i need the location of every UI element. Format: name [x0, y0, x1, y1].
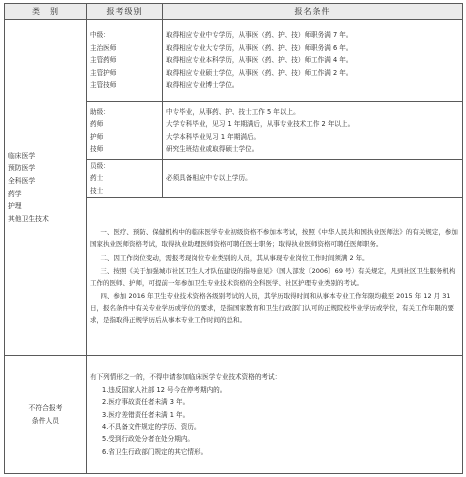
- condition-item: 取得相应专业博士学位。: [166, 81, 239, 90]
- header-row: [5, 4, 463, 20]
- level-item: 主管护师: [90, 68, 117, 77]
- condition-item: 大学专科毕业，见习 1 年期满后，从事专业技术工作 2 年以上。: [166, 120, 355, 129]
- document-page: [4, 3, 462, 474]
- category-header: 类 别: [5, 4, 87, 20]
- level-item: 药士: [90, 174, 104, 183]
- note-paragraph: 四、参加 2016 年卫生专业技术资格各级别考试的人员，其学历取得时间和从事本专业工作年限均截至 2015 年 12 月 31 日，报名条件中有关专业学历或学位的要求，是指国家教育和卫生行政部门认可的正规院校毕业学历或学位，有关工作年限的要求，是指取得正规学历后从事本专业工作时间的总和。: [90, 292, 454, 324]
- ineligible-category: [5, 356, 87, 474]
- level-item: 中级：: [90, 31, 110, 40]
- note-paragraph: 一、医疗、预防、保健机构中的临床医学专业初级资格不参加本考试，按照《中华人民共和国执业医师法》的有关规定，参加国家执业医师资格考试，取得执业助理医师资格可聘任医士职务；取得执业医师资格可聘任医师职务。: [90, 228, 458, 248]
- level-item: 技师: [90, 144, 104, 153]
- level-item: 技士: [90, 186, 104, 195]
- condition-item: 取得相应专业本科学历，从事医（药、护、技）师工作满 4 年。: [166, 56, 353, 65]
- level-item: 员级：: [90, 162, 110, 170]
- eligibility-table: [4, 3, 463, 474]
- level-header: 报考级别: [87, 4, 163, 20]
- ineligible-item: 2.医疗事故责任者未满 3 年。: [102, 398, 190, 407]
- condition-item: 取得相应专业硕士学位，从事医（药、护、技）师工作满 2 年。: [166, 68, 353, 77]
- category-line: 临床医学: [8, 151, 36, 160]
- category-line: 不符合报考: [28, 403, 63, 412]
- ineligible-item: 5.受到行政处分者在处分期内。: [102, 435, 195, 444]
- condition-item: 取得相应专业中专学历，从事医（药、护、技）师职务满 7 年。: [166, 31, 353, 40]
- entry-conditions: [163, 160, 463, 198]
- category-line: 其他卫生技术: [8, 214, 49, 223]
- conditions-header: 报名条件: [163, 4, 463, 20]
- condition-item: 中专毕业，从事药、护、技士工作 5 年以上。: [166, 107, 300, 116]
- ineligible-item: 4.不具备文件规定的学历、资历。: [102, 422, 201, 431]
- level-item: 助级：: [90, 107, 110, 116]
- ineligible-item: 1.违反国家人社部 12 号今在停考期内的。: [102, 385, 227, 394]
- note-paragraph: 二、因工作岗位变动，需报考现岗位专业类别的人员，其从事现专业岗位工作时间须满 2 年。: [100, 253, 369, 262]
- category-line: 护理: [8, 202, 22, 211]
- entry-levels: [87, 160, 163, 198]
- category-line: 全科医学: [8, 177, 36, 186]
- ineligible-intro: 有下列情形之一的，不得申请参加临床医学专业技术资格的考试：: [90, 373, 282, 382]
- junior-levels: [87, 102, 163, 160]
- category-line: 药学: [8, 189, 22, 198]
- level-item: 护师: [90, 132, 104, 141]
- ineligible-list: [87, 356, 463, 474]
- junior-conditions: [163, 102, 463, 160]
- ineligible-row: [5, 356, 463, 474]
- notes-cell: [87, 198, 463, 356]
- level-item: 主治医师: [90, 43, 117, 52]
- clinical-category: [5, 20, 87, 356]
- note-paragraph: 三、按照《关于加强城市社区卫生人才队伍建设的指导意见》（国人部发〔2006〕69 号）有关规定，凡到社区卫生服务机构工作的医师、护师，可提前一年参加卫生专业技术资格的全科医学、社区护理专业类别的考试。: [90, 267, 456, 287]
- condition-item: 大学本科毕业见习 1 年期满后。: [166, 132, 261, 141]
- level-item: 药师: [90, 120, 104, 129]
- level-item: 主管药师: [90, 56, 117, 65]
- ineligible-item: 6.省卫生行政部门规定的其它情形。: [102, 447, 208, 456]
- level-item: 主管技师: [90, 81, 117, 90]
- category-line: 预防医学: [8, 164, 36, 173]
- ineligible-item: 3.医疗差错责任者未满 1 年。: [102, 410, 190, 419]
- condition-item: 取得相应专业大专学历，从事医（药、护、技）师职务满 6 年。: [166, 43, 353, 52]
- condition-item: 研究生班结业或取得硕士学位。: [166, 144, 259, 153]
- category-line: 条件人员: [31, 416, 60, 425]
- condition-item: 必须具备相应中专以上学历。: [166, 174, 252, 183]
- intermediate-row: [5, 20, 463, 102]
- intermediate-conditions: [163, 20, 463, 102]
- intermediate-levels: [87, 20, 163, 102]
